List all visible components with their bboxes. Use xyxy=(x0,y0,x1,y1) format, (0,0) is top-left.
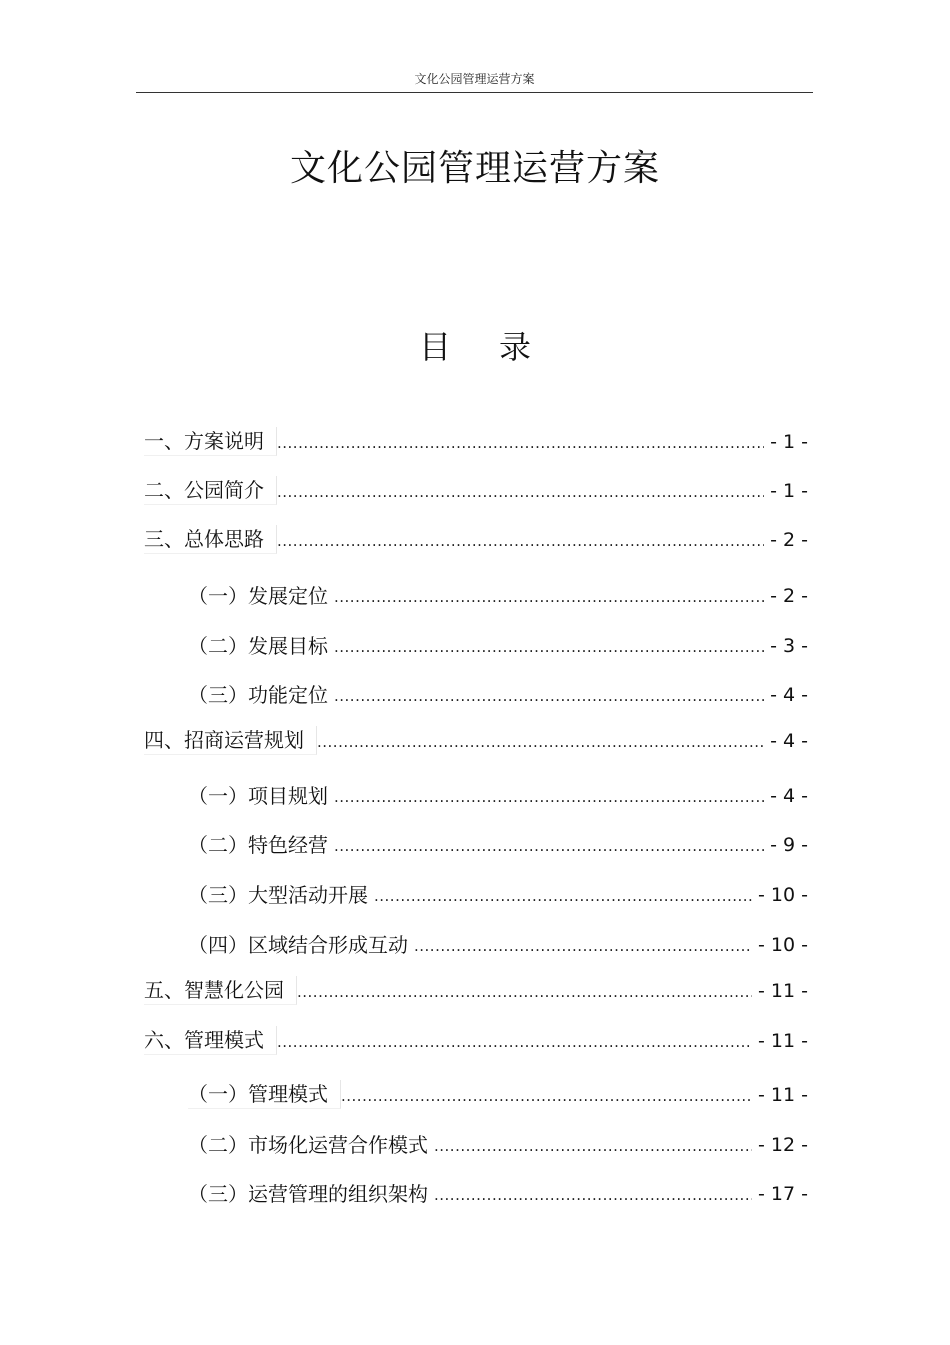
toc-entry-label: 四、招商运营规划 xyxy=(144,726,317,755)
header-rule xyxy=(136,92,813,93)
toc-entry-label: （一）发展定位 xyxy=(188,584,328,608)
toc-dot-leader xyxy=(317,733,764,751)
toc-dot-leader xyxy=(341,1087,752,1105)
toc-entry-label: （四）区域结合形成互动 xyxy=(188,933,408,957)
toc-heading xyxy=(0,322,950,368)
toc-dot-leader xyxy=(414,937,752,955)
toc-dot-leader xyxy=(374,887,752,905)
toc-entry-page: - 4 - xyxy=(770,785,808,807)
toc-entry[interactable] xyxy=(188,782,808,810)
toc-entry-page: - 11 - xyxy=(758,1030,808,1052)
toc-entry-page: - 11 - xyxy=(758,980,808,1002)
toc-entry-page: - 10 - xyxy=(758,884,808,906)
toc-dot-leader xyxy=(277,1033,752,1051)
toc-dot-leader xyxy=(334,788,764,806)
toc-entry[interactable] xyxy=(188,881,808,909)
toc-entry-label: （三）运营管理的组织架构 xyxy=(188,1182,428,1206)
toc-entry[interactable] xyxy=(144,727,808,755)
toc-entry[interactable] xyxy=(144,477,808,505)
toc-entry-page: - 9 - xyxy=(770,834,808,856)
toc-entry[interactable] xyxy=(144,526,808,554)
toc-entry[interactable] xyxy=(188,1180,808,1208)
toc-dot-leader xyxy=(334,638,764,656)
toc-entry-page: - 2 - xyxy=(770,529,808,551)
toc-entry-page: - 1 - xyxy=(770,480,808,502)
toc-entry-label: （二）市场化运营合作模式 xyxy=(188,1133,428,1157)
toc-entry-label: （二）发展目标 xyxy=(188,634,328,658)
toc-dot-leader xyxy=(277,434,764,452)
toc-entry-page: - 4 - xyxy=(770,730,808,752)
toc-entry-label: 一、方案说明 xyxy=(144,427,277,456)
toc-heading-right: 录 xyxy=(499,328,532,366)
toc-entry[interactable] xyxy=(188,582,808,610)
document-title: 文化公园管理运营方案 xyxy=(289,148,660,189)
toc-dot-leader xyxy=(297,983,752,1001)
toc-heading-left: 目 xyxy=(418,328,451,366)
toc-entry-page: - 1 - xyxy=(770,431,808,453)
toc-entry-label: （三）大型活动开展 xyxy=(188,883,368,907)
toc-entry-page: - 2 - xyxy=(770,585,808,607)
toc-dot-leader xyxy=(277,483,764,501)
running-header: 文化公园管理运营方案 xyxy=(414,72,535,86)
toc-dot-leader xyxy=(334,588,764,606)
toc-entry-page: - 17 - xyxy=(758,1183,808,1205)
toc-entry-page: - 10 - xyxy=(758,934,808,956)
toc-entry-page: - 11 - xyxy=(758,1084,808,1106)
toc-entry-label: （二）特色经营 xyxy=(188,833,328,857)
toc-entry[interactable] xyxy=(144,428,808,456)
toc-dot-leader xyxy=(434,1137,752,1155)
toc-entry[interactable] xyxy=(188,1131,808,1159)
toc-entry[interactable] xyxy=(144,977,808,1005)
toc-entry-page: - 12 - xyxy=(758,1134,808,1156)
toc-entry[interactable] xyxy=(188,681,808,709)
toc-entry-label: （一）管理模式 xyxy=(188,1080,341,1109)
toc-entry[interactable] xyxy=(188,1081,808,1109)
toc-dot-leader xyxy=(434,1186,752,1204)
toc-entry[interactable] xyxy=(188,931,808,959)
toc-dot-leader xyxy=(334,837,764,855)
toc-entry-label: 二、公园简介 xyxy=(144,476,277,505)
toc-dot-leader xyxy=(334,687,764,705)
toc-entry-label: （三）功能定位 xyxy=(188,683,328,707)
toc-entry[interactable] xyxy=(188,632,808,660)
toc-entry-label: （一）项目规划 xyxy=(188,784,328,808)
toc-dot-leader xyxy=(277,532,764,550)
toc-entry-label: 五、智慧化公园 xyxy=(144,976,297,1005)
toc-entry[interactable] xyxy=(144,1027,808,1055)
toc-entry-label: 三、总体思路 xyxy=(144,525,277,554)
toc-entry-page: - 4 - xyxy=(770,684,808,706)
toc-entry-page: - 3 - xyxy=(770,635,808,657)
toc-entry[interactable] xyxy=(188,831,808,859)
toc-entry-label: 六、管理模式 xyxy=(144,1026,277,1055)
